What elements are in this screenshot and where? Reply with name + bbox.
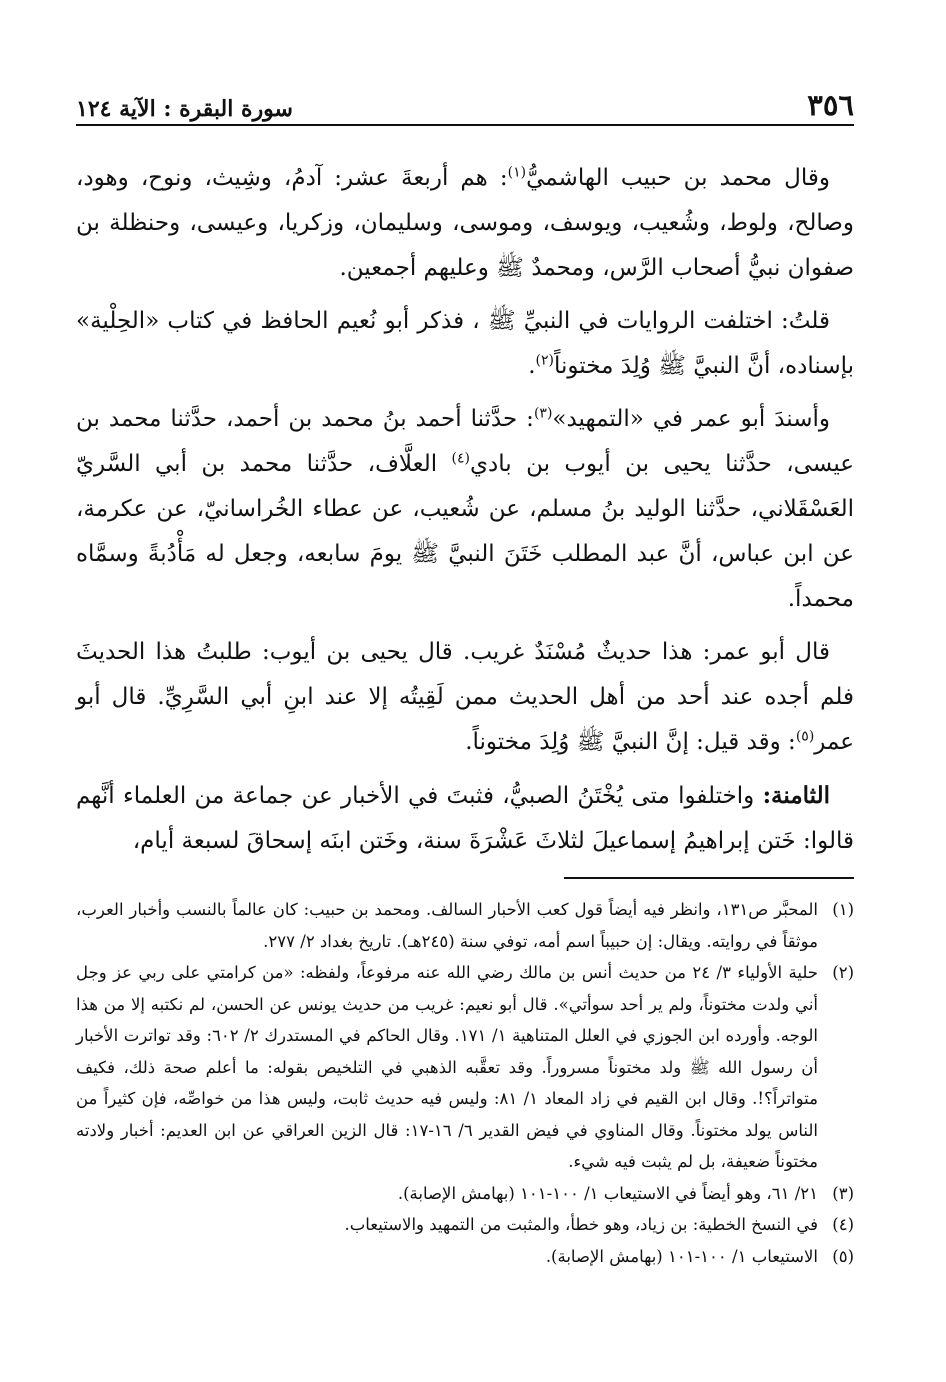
paragraph-4 — [76, 630, 854, 765]
footnote-number: (٤) — [832, 1215, 854, 1234]
paragraph-text: قلتُ: اختلفت الروايات في النبيِّ ﷺ ، فذكر أبو نُعيم الحافظ في كتاب «الحِلْية» بإسناده، أنَّ النبيَّ ﷺ وُلِدَ مختوناً — [76, 308, 854, 379]
page-number: ٣٥٦ — [807, 88, 854, 122]
footnote-5 — [76, 1241, 854, 1273]
footnote-number: (٢) — [832, 963, 854, 982]
paragraph-text: العلَّاف، حدَّثنا محمد بن أبي السَّريّ العَسْقَلاني، حدَّثنا الوليد بنُ مسلم، عن شُعيب، عن عطاء الخُراسانيّ، عن عكرمة، عن ابن عباس، أنَّ عبد المطلب خَتَنَ النبيَّ ﷺ يومَ سابعه، وجعل له مَأْدُبةً وسمَّاه محمداً. — [76, 451, 854, 612]
paragraph-text: وقال محمد بن حبيب الهاشميُّ — [526, 165, 830, 191]
footnote-text: في النسخ الخطية: بن زياد، وهو خطأ، والمثبت من التمهيد والاستيعاب. — [344, 1215, 818, 1234]
paragraph-text: واختلفوا متى يُخْتَنُ الصبيُّ، فثبتَ في الأخبار عن جماعة من العلماء أنَّهم قالوا: خَتن إبراهيمُ إسماعيلَ لثلاثَ عَشْرَةَ سنة، وخَتن ابنَه إسحاقَ لسبعة أيام، — [76, 783, 854, 854]
footnote-2 — [76, 957, 854, 1178]
paragraph-5 — [76, 773, 854, 864]
footnote-ref: (٤) — [451, 450, 471, 467]
footnote-text: المحبَّر ص١٣١، وانظر فيه أيضاً قول كعب الأحبار السالف. ومحمد بن حبيب: كان عالماً بالنسب وأخبار العرب، موثقاً في روايته. ويقال: إن حبيباً اسم أمه، توفي سنة (٢٤٥هـ). تاريخ بغداد ٢/ ٢٧٧. — [76, 900, 819, 951]
section-lead: الثامنة: — [762, 782, 830, 809]
paragraph-1 — [76, 156, 854, 291]
footnote-4 — [76, 1209, 854, 1241]
paragraph-text: : هم أربعةَ عشر: آدمُ، وشِيث، ونوح، وهود، وصالح، ولوط، وشُعيب، ويوسف، وموسى، وسليمان، وزكريا، وعيسى، وحنظلة بن صفوان نبيُّ أصحاب الرَّس، ومحمدٌ ﷺ وعليهم أجمعين. — [76, 165, 854, 281]
footnote-ref: (٥) — [795, 728, 815, 745]
main-text — [76, 156, 854, 872]
paragraph-2 — [76, 299, 854, 389]
footnote-text: الاستيعاب ١/ ١٠٠-١٠١ (بهامش الإصابة). — [545, 1246, 818, 1266]
running-title: سورة البقرة : الآية ١٢٤ — [76, 96, 293, 122]
footnote-number: (٥) — [832, 1246, 854, 1266]
paragraph-text: وأسندَ أبو عمر في «التمهيد» — [552, 406, 831, 432]
paragraph-text: قال أبو عمر: هذا حديثٌ مُسْنَدٌ غريب. قال يحيى بن أيوب: طلبتُ هذا الحديثَ فلم أجده عند أحد من أهل الحديث ممن لَقِيتُه إلا عند ابنِ أبي السَّرِيِّ. قال أبو عمر — [76, 639, 854, 755]
footnote-number: (١) — [832, 900, 854, 919]
footnote-text: ٢١/ ٦١، وهو أيضاً في الاستيعاب ١/ ١٠٠-١٠١ (بهامش الإصابة). — [397, 1183, 818, 1203]
footnotes — [76, 894, 854, 1272]
footnote-3 — [76, 1178, 854, 1210]
footnote-divider — [564, 877, 854, 879]
footnote-text: حلية الأولياء ٣/ ٢٤ من حديث أنس بن مالك رضي الله عنه مرفوعاً، ولفظه: «من كرامتي على ربي عز وجل أني ولدت مختوناً، ولم ير أحد سوأتي». قال أبو نعيم: غريب من حديث يونس عن الحسن، لم نكتبه إلا من هذا الوجه. وأورده ابن الجوزي في العلل المتناهية ١/ ١٧١. وقال الحاكم في المستدرك ٢/ ٦٠٢: وقد تواترت الأخبار أن رسول الله ﷺ ولد مختوناً مسروراً. وقد تعقَّبه الذهبي في التلخيص بقوله: ما أعلم صحة ذلك، فكيف متواتراً؟!. وقال ابن القيم في زاد المعاد ١/ ٨١: وليس فيه حديث ثابت، وليس هذا من خواصِّه، فإن كثيراً من الناس يولد مختوناً. وقال المناوي في فيض القدير ٦/ ١٦-١٧: قال الزين العراقي عن ابن العديم: أخبار ولادته مختوناً ضعيفة، بل لم يثبت فيه شيء. — [76, 963, 819, 1171]
paragraph-text: : وقد قيل: إنَّ النبيَّ ﷺ وُلِدَ مختوناً. — [465, 729, 796, 755]
footnote-number: (٣) — [832, 1183, 854, 1203]
paragraph-text: : حدَّثنا أحمد بنُ محمد بن أحمد، حدَّثنا محمد بن عيسى، حدَّثنا يحيى بن أيوب بن بادي — [76, 406, 854, 477]
paragraph-3 — [76, 397, 854, 622]
footnote-ref: (٣) — [533, 405, 553, 422]
page-header — [76, 80, 854, 126]
footnote-1 — [76, 894, 854, 957]
paragraph-text: . — [528, 353, 536, 379]
footnote-ref: (٢) — [535, 352, 554, 369]
footnote-ref: (١) — [507, 164, 527, 181]
